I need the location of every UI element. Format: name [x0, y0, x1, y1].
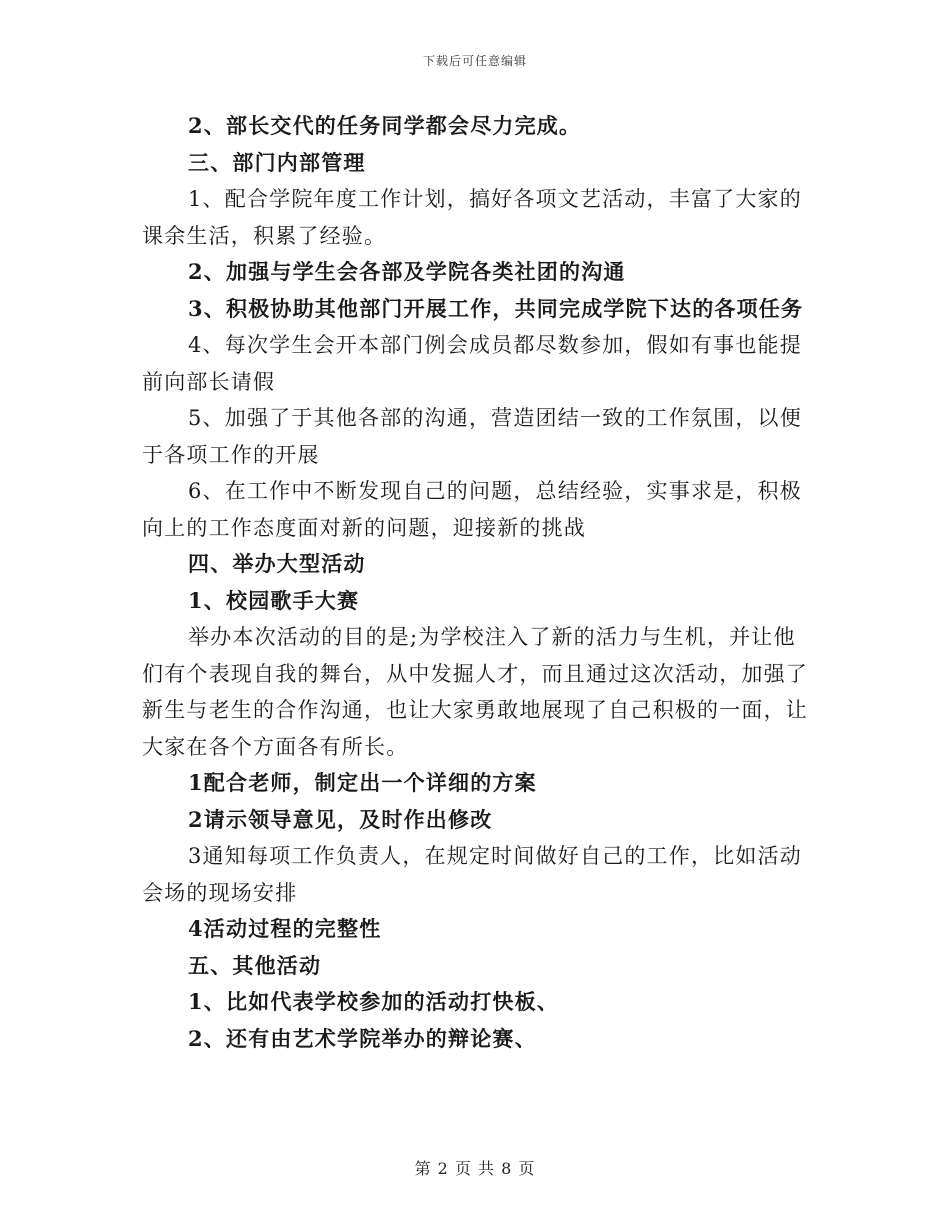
- paragraph: 5、加强了于其他各部的沟通，营造团结一致的工作氛围，以便于各项工作的开展: [142, 406, 802, 467]
- section-heading: 三、部门内部管理: [188, 149, 366, 175]
- document-body: [142, 108, 810, 1057]
- page-header: 下载后可任意编辑: [422, 54, 527, 68]
- paragraph: 2、加强与学生会各部及学院各类社团的沟通: [188, 259, 626, 284]
- subsection-heading: 1、校园歌手大赛: [188, 587, 360, 613]
- paragraph: 6、在工作中不断发现自己的问题，总结经验，实事求是，积极向上的工作态度面对新的问题，迎接新的挑战: [142, 479, 802, 540]
- paragraph: 2、部长交代的任务同学都会尽力完成。: [188, 113, 582, 138]
- paragraph: 1、比如代表学校参加的活动打快板、: [188, 989, 560, 1014]
- paragraph: 4活动过程的完整性: [188, 916, 382, 941]
- paragraph: 2、还有由艺术学院举办的辩论赛、: [188, 1025, 537, 1051]
- paragraph: 3、积极协助其他部门开展工作，共同完成学院下达的各项任务: [188, 295, 804, 321]
- paragraph: 举办本次活动的目的是;为学校注入了新的活力与生机，并让他们有个表现自我的舞台，从中发掘人才，而且通过这次活动，加强了新生与老生的合作沟通，也让大家勇敢地展现了自己积极的一面，让大家在各个方面各有所长。: [142, 625, 808, 759]
- section-heading: 四、举办大型活动: [188, 551, 366, 576]
- paragraph: 2请示领导意见，及时作出修改: [188, 806, 493, 832]
- section-heading: 五、其他活动: [188, 952, 322, 978]
- paragraph: 4、每次学生会开本部门例会成员都尽数参加，假如有事也能提前向部长请假: [142, 333, 802, 394]
- page-number: 第 2 页 共 8 页: [414, 1159, 536, 1178]
- paragraph: 1配合老师，制定出一个详细的方案: [188, 770, 537, 795]
- paragraph: 1、配合学院年度工作计划，搞好各项文艺活动，丰富了大家的课余生活，积累了经验。: [142, 187, 802, 248]
- paragraph: 3通知每项工作负责人，在规定时间做好自己的工作，比如活动会场的现场安排: [142, 844, 802, 905]
